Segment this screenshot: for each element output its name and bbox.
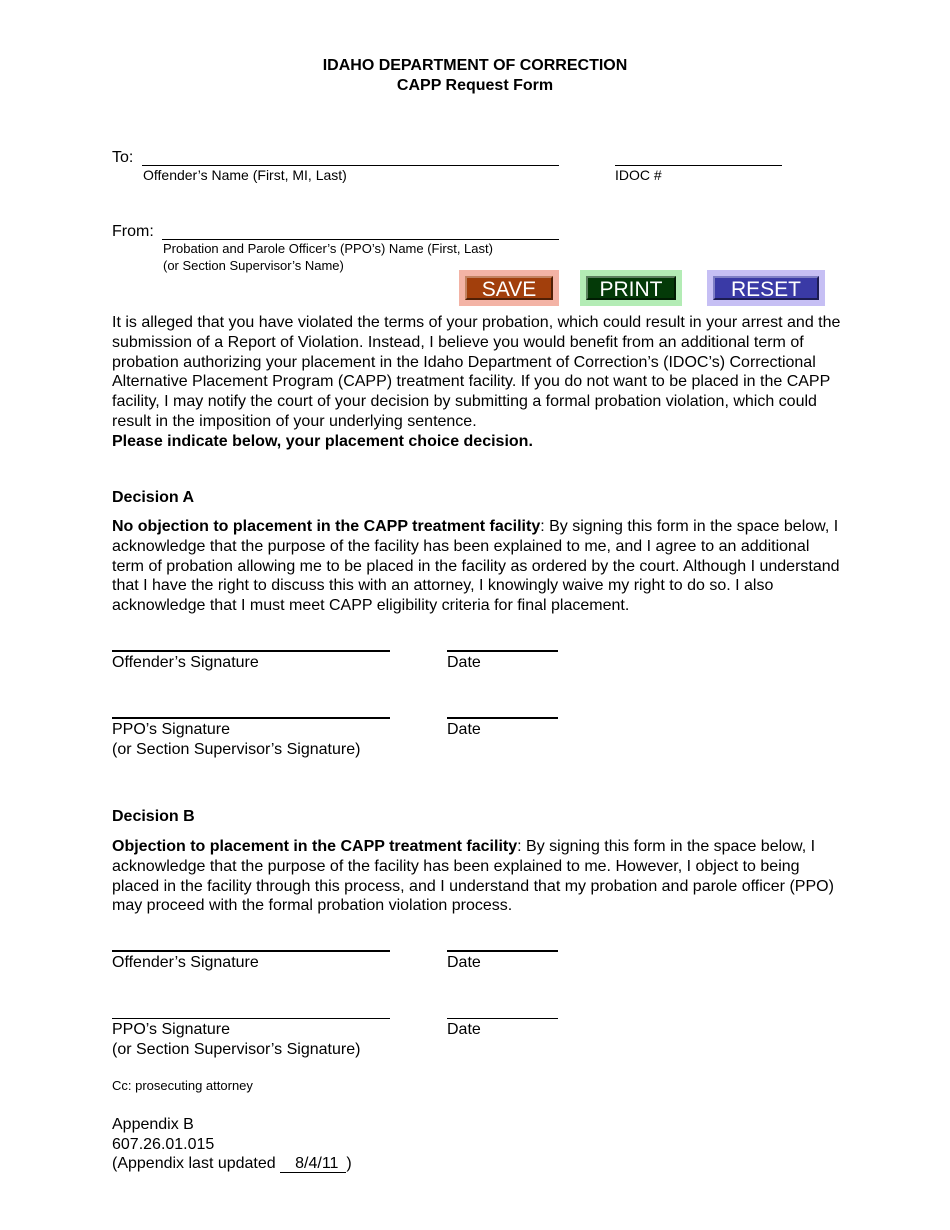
reset-button[interactable] bbox=[707, 270, 825, 306]
appendix-updated-date: 8/4/11 bbox=[280, 1155, 346, 1173]
save-button[interactable] bbox=[459, 270, 559, 306]
appendix-updated-suffix: ) bbox=[346, 1155, 352, 1172]
appendix-updated bbox=[112, 1155, 352, 1173]
decision-a-offender-signature-field[interactable] bbox=[112, 650, 390, 652]
form-title: CAPP Request Form bbox=[396, 77, 554, 94]
decision-a-offender-signature-label: Offender’s Signature bbox=[112, 654, 259, 671]
decision-a-date2-field[interactable] bbox=[447, 717, 558, 719]
to-label: To: bbox=[112, 149, 134, 166]
save-button-label: SAVE bbox=[465, 276, 553, 300]
intro-instruction: Please indicate below, your placement choice decision. bbox=[112, 432, 533, 450]
decision-b-date2-label: Date bbox=[447, 1021, 481, 1038]
decision-b-date2-field[interactable] bbox=[447, 1018, 558, 1019]
idoc-caption: IDOC # bbox=[615, 167, 662, 183]
decision-b-supervisor-signature-label: (or Section Supervisor’s Signature) bbox=[112, 1041, 361, 1058]
decision-a-paragraph bbox=[112, 517, 842, 616]
intro-text: It is alleged that you have violated the terms of your probation, which could result in your arrest and the submission of a Report of Violation. Instead, I believe you would benefit from an additional term of probation authorizing your placement in the Idaho Department of Correction’s (IDOC’s) Correctional Alternative Placement Program (CAPP) treatment facility. If you do not want to be placed in the CAPP facility, I may notify the court of your decision by submitting a formal probation violation, which could result in the imposition of your underlying sentence. bbox=[112, 314, 841, 430]
print-button[interactable] bbox=[580, 270, 682, 306]
idoc-number-field[interactable] bbox=[615, 165, 782, 166]
intro-paragraph bbox=[112, 313, 842, 452]
decision-a-date2-label: Date bbox=[447, 721, 481, 738]
decision-a-ppo-signature-field[interactable] bbox=[112, 717, 390, 719]
decision-b-heading: Decision B bbox=[112, 808, 195, 825]
decision-a-date1-label: Date bbox=[447, 654, 481, 671]
decision-a-lead: No objection to placement in the CAPP treatment facility bbox=[112, 518, 541, 535]
offender-name-field[interactable] bbox=[142, 165, 559, 166]
ppo-name-field[interactable] bbox=[162, 239, 559, 240]
decision-b-date1-field[interactable] bbox=[447, 950, 558, 952]
appendix-updated-prefix: (Appendix last updated bbox=[112, 1155, 276, 1172]
ppo-name-caption-alt: (or Section Supervisor’s Name) bbox=[163, 258, 344, 273]
decision-b-ppo-signature-field[interactable] bbox=[112, 1018, 390, 1019]
decision-b-paragraph bbox=[112, 837, 842, 916]
print-button-label: PRINT bbox=[586, 276, 676, 300]
cc-note: Cc: prosecuting attorney bbox=[112, 1078, 253, 1093]
policy-number: 607.26.01.015 bbox=[112, 1136, 215, 1153]
decision-a-supervisor-signature-label: (or Section Supervisor’s Signature) bbox=[112, 741, 361, 758]
agency-title: IDAHO DEPARTMENT OF CORRECTION bbox=[322, 57, 628, 74]
decision-b-offender-signature-label: Offender’s Signature bbox=[112, 954, 259, 971]
decision-a-text: : By signing this form in the space below, I acknowledge that the purpose of the facility has been explained to me, and I agree to an additional term of probation allowing me to be placed in the facility as ordered by the court. Although I understand that I have the right to discuss this with an attorney, I knowingly waive my right to do so. I also acknowledge that I must meet CAPP eligibility criteria for final placement. bbox=[112, 518, 840, 615]
from-label: From: bbox=[112, 223, 154, 240]
decision-a-date1-field[interactable] bbox=[447, 650, 558, 652]
decision-b-lead: Objection to placement in the CAPP treatment facility bbox=[112, 838, 518, 855]
decision-a-heading: Decision A bbox=[112, 489, 195, 506]
decision-b-offender-signature-field[interactable] bbox=[112, 950, 390, 952]
decision-b-text: : By signing this form in the space below, I acknowledge that the purpose of the facility has been explained to me. However, I object to being placed in the facility through this process, and I understand that my probation and parole officer (PPO) may proceed with the formal probation violation process. bbox=[112, 838, 834, 915]
decision-a-ppo-signature-label: PPO’s Signature bbox=[112, 721, 230, 738]
ppo-name-caption: Probation and Parole Officer’s (PPO’s) Name (First, Last) bbox=[163, 241, 493, 256]
decision-b-date1-label: Date bbox=[447, 954, 481, 971]
reset-button-label: RESET bbox=[713, 276, 819, 300]
decision-b-ppo-signature-label: PPO’s Signature bbox=[112, 1021, 230, 1038]
appendix-label: Appendix B bbox=[112, 1116, 194, 1133]
offender-name-caption: Offender’s Name (First, MI, Last) bbox=[143, 167, 347, 183]
